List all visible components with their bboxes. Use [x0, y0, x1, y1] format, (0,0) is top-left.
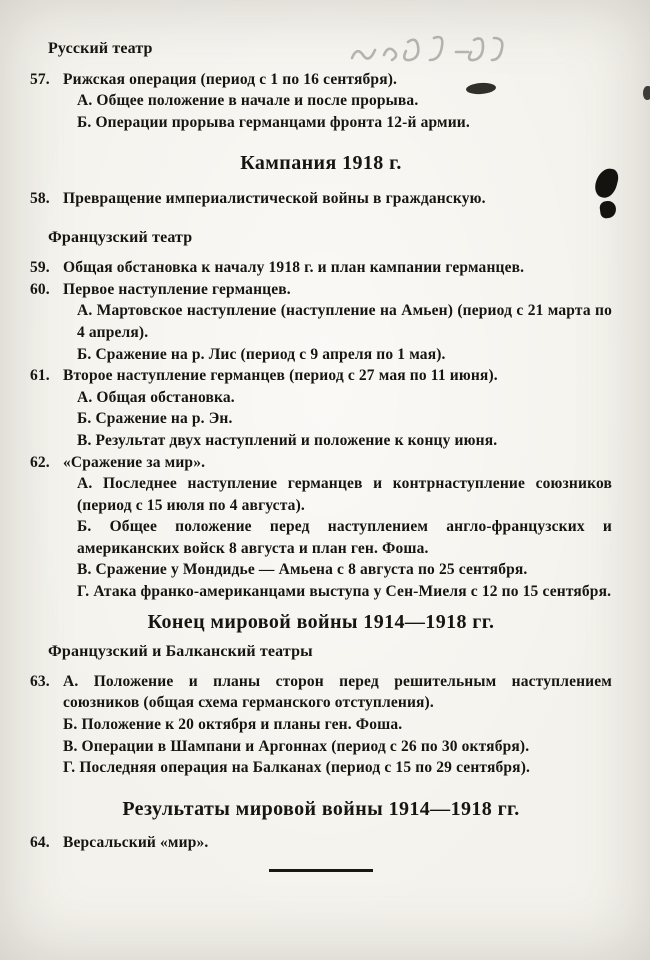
item-title: Превращение империалистической войны в гражданскую.: [63, 189, 486, 207]
item-subentry: В. Результат двух наступлений и положение к концу июня.: [77, 431, 498, 449]
item-subentry: А. Общее положение в начале и после прорыва.: [77, 92, 419, 110]
ink-blob: [643, 86, 650, 100]
subheading-russian-theater: Русский театр: [48, 40, 153, 57]
item-title: Общая обстановка к началу 1918 г. и план кампании германцев.: [63, 259, 525, 277]
item-subentry: Б. Сражение на р. Эн.: [77, 410, 233, 428]
item-number: 63.: [30, 672, 50, 690]
item-subentry: Г. Атака франко-американцами выступа у Сен-Миеля с 12 по 15 сентября.: [77, 583, 612, 601]
item-number: 60.: [30, 280, 50, 298]
item-title: Рижская операция (период с 1 по 16 сентября).: [63, 70, 398, 88]
item-number: 64.: [30, 834, 50, 852]
toc-item-61: [30, 365, 612, 451]
subheading-french-balkan-theaters: Французский и Балканский театры: [48, 643, 313, 661]
item-subentry: В. Сражение у Мондидье — Амьена с 8 августа по 25 сентября.: [77, 561, 528, 579]
item-title: Второе наступление германцев (период с 27 мая по 11 июня).: [63, 367, 498, 385]
heading-end-of-war: Конец мировой войны 1914—1918 гг.: [147, 610, 495, 633]
item-subentry: Б. Операции прорыва германцами фронта 12-й армии.: [77, 113, 470, 131]
item-subentry: А. Мартовское наступление (наступление на Амьен) (период с 21 марта по 4 апреля).: [77, 302, 612, 341]
item-title: «Сражение за мир».: [63, 453, 206, 471]
item-subentry: Б. Положение к 20 октября и планы ген. Фоша.: [63, 716, 403, 734]
item-subentry: А. Последнее наступление германцев и контрнаступление союзников (период с 15 июля по 4 августа).: [77, 475, 612, 514]
item-title: Первое наступление германцев.: [63, 280, 291, 298]
item-subentry: Б. Общее положение перед наступлением англо-французских и американских войск 8 августа и план ген. Фоша.: [77, 518, 612, 557]
item-subentry: В. Операции в Шампани и Аргоннах (период с 26 по 30 октября).: [63, 737, 530, 755]
toc-item-63: [30, 671, 612, 779]
toc-item-58: [30, 188, 612, 210]
footer-rule: [269, 869, 373, 872]
toc-content: [30, 38, 612, 872]
item-number: 57.: [30, 70, 50, 88]
toc-item-60: [30, 279, 612, 365]
item-title: Версальский «мир».: [63, 834, 209, 852]
item-subentry: А. Общая обстановка.: [77, 388, 235, 406]
item-subentry: Г. Последняя операция на Балканах (период с 15 по 29 сентября).: [63, 759, 531, 777]
item-number: 62.: [30, 453, 50, 471]
toc-item-64: [30, 832, 612, 854]
item-number: 61.: [30, 367, 50, 385]
subheading-french-theater: Французский театр: [48, 228, 193, 246]
heading-campaign-1918: Кампания 1918 г.: [240, 152, 402, 175]
heading-results-of-war: Результаты мировой войны 1914—1918 гг.: [122, 797, 520, 820]
item-subentry: А. Положение и планы сторон перед решительным наступлением союзников (общая схема германского отступления).: [63, 672, 612, 712]
toc-item-57: [30, 69, 612, 134]
item-subentry: Б. Сражение на р. Лис (период с 9 апреля по 1 мая).: [77, 345, 446, 363]
item-number: 58.: [30, 189, 50, 207]
toc-item-62: [30, 452, 612, 603]
toc-item-59: [30, 257, 612, 279]
item-number: 59.: [30, 259, 50, 277]
